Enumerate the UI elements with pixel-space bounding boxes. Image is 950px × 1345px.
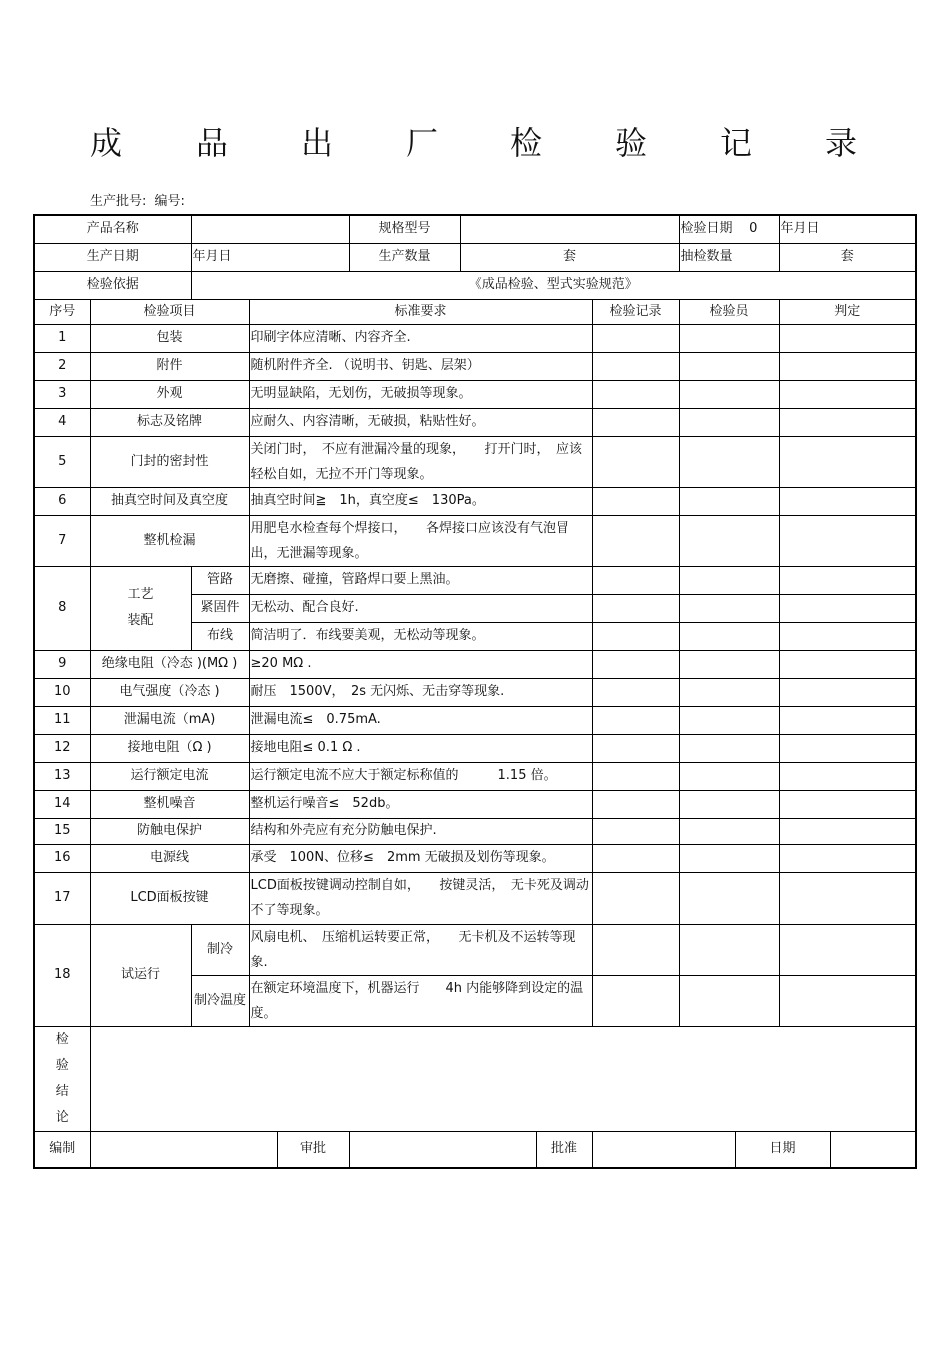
row-no: 17: [34, 872, 90, 924]
verdict-cell[interactable]: [779, 872, 916, 924]
row-sub-item: 紧固件: [191, 594, 249, 622]
table-row: [34, 734, 916, 762]
header-row-2: [34, 243, 916, 271]
conclusion-field[interactable]: [90, 1026, 916, 1131]
product-name-label: 产品名称: [34, 215, 191, 243]
approve-field[interactable]: [592, 1131, 735, 1168]
verdict-cell[interactable]: [779, 324, 916, 352]
inspector-cell[interactable]: [679, 487, 779, 515]
inspect-date-suffix[interactable]: 年月日: [779, 215, 916, 243]
row-no: 11: [34, 706, 90, 734]
verdict-cell[interactable]: [779, 734, 916, 762]
prod-date-label: 生产日期: [34, 243, 191, 271]
inspector-cell[interactable]: [679, 324, 779, 352]
col-no: 序号: [34, 299, 90, 324]
record-cell[interactable]: [592, 872, 679, 924]
row-no: 14: [34, 790, 90, 818]
row-standard: 关闭门时， 不应有泄漏冷量的现象， 打开门时， 应该轻松自如，无拉不开门等现象。: [249, 436, 592, 487]
verdict-cell[interactable]: [779, 380, 916, 408]
number-label: 编号:: [154, 194, 185, 209]
inspector-cell[interactable]: [679, 975, 779, 1026]
table-row: [34, 324, 916, 352]
row-item: 运行额定电流: [90, 762, 249, 790]
table-row: [34, 818, 916, 844]
table-row: [34, 844, 916, 872]
row-standard: 运行额定电流不应大于额定标称值的 1.15 倍。: [249, 762, 592, 790]
record-cell[interactable]: [592, 380, 679, 408]
row-no: 8: [34, 566, 90, 650]
basis-value: 《成品检验、型式实验规范》: [191, 271, 916, 299]
verdict-cell[interactable]: [779, 408, 916, 436]
row-standard: 无松动、配合良好.: [249, 594, 592, 622]
inspector-cell[interactable]: [679, 924, 779, 975]
sample-qty-unit[interactable]: 套: [779, 243, 916, 271]
verdict-cell[interactable]: [779, 487, 916, 515]
inspection-table: [33, 214, 917, 1169]
prod-qty-unit[interactable]: 套: [460, 243, 679, 271]
row-item: 抽真空时间及真空度: [90, 487, 249, 515]
row-standard: 耐压 1500V， 2s 无闪烁、无击穿等现象.: [249, 678, 592, 706]
row-no: 13: [34, 762, 90, 790]
record-cell[interactable]: [592, 818, 679, 844]
inspector-cell[interactable]: [679, 650, 779, 678]
spec-value[interactable]: [460, 215, 679, 243]
row-no: 2: [34, 352, 90, 380]
inspector-cell[interactable]: [679, 352, 779, 380]
row-item: 整机检漏: [90, 515, 249, 566]
record-cell[interactable]: [592, 706, 679, 734]
title-char: 录: [825, 124, 858, 162]
col-standard: 标准要求: [249, 299, 592, 324]
row-group-label: 工艺 装配: [90, 566, 191, 650]
row-item: 包装: [90, 324, 249, 352]
row-standard: 应耐久、内容清晰，无破损，粘贴性好。: [249, 408, 592, 436]
table-row: [34, 436, 916, 487]
row-sub-item: 制冷: [191, 924, 249, 975]
inspector-cell[interactable]: [679, 790, 779, 818]
record-cell[interactable]: [592, 352, 679, 380]
row-standard: 接地电阻≤ 0.1 Ω .: [249, 734, 592, 762]
approve-label: 批准: [536, 1131, 592, 1168]
row-item: 标志及铭牌: [90, 408, 249, 436]
conclusion-row: [34, 1026, 916, 1131]
sample-qty-label: 抽检数量: [679, 243, 779, 271]
row-item: 附件: [90, 352, 249, 380]
row-item: 防触电保护: [90, 818, 249, 844]
record-cell[interactable]: [592, 844, 679, 872]
row-standard: LCD面板按键调动控制自如， 按键灵活， 无卡死及调动不了等现象。: [249, 872, 592, 924]
inspector-cell[interactable]: [679, 818, 779, 844]
record-cell[interactable]: [592, 487, 679, 515]
row-no: 9: [34, 650, 90, 678]
record-cell[interactable]: [592, 924, 679, 975]
table-row: [34, 762, 916, 790]
prod-qty-label: 生产数量: [349, 243, 460, 271]
record-cell[interactable]: [592, 762, 679, 790]
inspector-cell[interactable]: [679, 380, 779, 408]
row-standard: 在额定环境温度下，机器运行 4h 内能够降到设定的温度。: [249, 975, 592, 1026]
table-row: [34, 790, 916, 818]
row-no: 15: [34, 818, 90, 844]
inspector-cell[interactable]: [679, 436, 779, 487]
row-standard: 用肥皂水检查每个焊接口， 各焊接口应该没有气泡冒出，无泄漏等现象。: [249, 515, 592, 566]
row-no: 18: [34, 924, 90, 1026]
row-standard: 整机运行噪音≤ 52db。: [249, 790, 592, 818]
basis-label: 检验依据: [34, 271, 191, 299]
row-item: 试运行: [90, 924, 191, 1026]
col-record: 检验记录: [592, 299, 679, 324]
title-char: 验: [615, 124, 648, 162]
inspector-cell[interactable]: [679, 844, 779, 872]
row-standard: 无磨擦、碰撞，管路焊口要上黑油。: [249, 566, 592, 594]
row-item: 泄漏电流（mA): [90, 706, 249, 734]
table-row: [34, 408, 916, 436]
batch-label: 生产批号:: [90, 194, 147, 209]
title-char: 成: [90, 124, 123, 162]
row-no: 1: [34, 324, 90, 352]
verdict-cell[interactable]: [779, 818, 916, 844]
verdict-cell[interactable]: [779, 650, 916, 678]
table-row: [34, 650, 916, 678]
table-row: [34, 678, 916, 706]
row-standard: 无明显缺陷，无划伤，无破损等现象。: [249, 380, 592, 408]
meta-line: [90, 190, 189, 209]
row-item: 外观: [90, 380, 249, 408]
compile-field[interactable]: [90, 1131, 277, 1168]
date-label: 日期: [735, 1131, 830, 1168]
row-item: LCD面板按键: [90, 872, 249, 924]
record-cell[interactable]: [592, 975, 679, 1026]
row-sub-item: 管路: [191, 566, 249, 594]
col-item: 检验项目: [90, 299, 249, 324]
title-char: 厂: [406, 124, 439, 162]
title-char: 出: [301, 124, 334, 162]
title-char: 记: [720, 124, 753, 162]
inspector-cell[interactable]: [679, 408, 779, 436]
row-sub-item: 布线: [191, 622, 249, 650]
row-no: 10: [34, 678, 90, 706]
inspector-cell[interactable]: [679, 515, 779, 566]
header-row-3: [34, 271, 916, 299]
review-field[interactable]: [349, 1131, 536, 1168]
table-row: [34, 487, 916, 515]
row-item: 绝缘电阻（冷态 )(MΩ ): [90, 650, 249, 678]
col-verdict: 判定: [779, 299, 916, 324]
row-sub-item: 制冷温度: [191, 975, 249, 1026]
row-item: 电气强度（冷态 ): [90, 678, 249, 706]
row-standard: 承受 100N、位移≤ 2mm 无破损及划伤等现象。: [249, 844, 592, 872]
row-standard: 抽真空时间≧ 1h，真空度≤ 130Pa。: [249, 487, 592, 515]
row-standard: 简洁明了．布线要美观，无松动等现象。: [249, 622, 592, 650]
table-row: [34, 872, 916, 924]
review-label: 审批: [277, 1131, 349, 1168]
record-cell[interactable]: [592, 734, 679, 762]
table-row: [34, 706, 916, 734]
verdict-cell[interactable]: [779, 436, 916, 487]
verdict-cell[interactable]: [779, 594, 916, 622]
record-cell[interactable]: [592, 408, 679, 436]
row-no: 12: [34, 734, 90, 762]
prod-date-value[interactable]: 年月日: [191, 243, 349, 271]
date-field[interactable]: [830, 1131, 916, 1168]
table-row: [34, 380, 916, 408]
table-row: [34, 566, 916, 594]
row-no: 16: [34, 844, 90, 872]
record-cell[interactable]: [592, 515, 679, 566]
record-cell[interactable]: [592, 650, 679, 678]
row-item: 电源线: [90, 844, 249, 872]
conclusion-label: 检 验 结 论: [34, 1026, 90, 1131]
row-standard: 泄漏电流≤ 0.75mA.: [249, 706, 592, 734]
verdict-cell[interactable]: [779, 762, 916, 790]
inspector-cell[interactable]: [679, 566, 779, 594]
compile-label: 编制: [34, 1131, 90, 1168]
table-row: [34, 515, 916, 566]
row-standard: 随机附件齐全. （说明书、钥匙、层架）: [249, 352, 592, 380]
verdict-cell[interactable]: [779, 678, 916, 706]
verdict-cell[interactable]: [779, 566, 916, 594]
row-item: 整机噪音: [90, 790, 249, 818]
record-cell[interactable]: [592, 622, 679, 650]
header-row-1: [34, 215, 916, 243]
product-name-value[interactable]: [191, 215, 349, 243]
inspector-cell[interactable]: [679, 734, 779, 762]
verdict-cell[interactable]: [779, 515, 916, 566]
verdict-cell[interactable]: [779, 844, 916, 872]
verdict-cell[interactable]: [779, 706, 916, 734]
inspector-cell[interactable]: [679, 872, 779, 924]
row-standard: 印刷字体应清晰、内容齐全.: [249, 324, 592, 352]
row-no: 4: [34, 408, 90, 436]
inspector-cell[interactable]: [679, 594, 779, 622]
table-row: [34, 924, 916, 975]
row-standard: 风扇电机、 压缩机运转要正常， 无卡机及不运转等现象.: [249, 924, 592, 975]
row-no: 5: [34, 436, 90, 487]
verdict-cell[interactable]: [779, 790, 916, 818]
record-cell[interactable]: [592, 324, 679, 352]
row-no: 3: [34, 380, 90, 408]
row-no: 6: [34, 487, 90, 515]
row-standard: ≥20 MΩ .: [249, 650, 592, 678]
inspector-cell[interactable]: [679, 622, 779, 650]
page-title: [40, 118, 910, 168]
col-inspector: 检验员: [679, 299, 779, 324]
footer-row: [34, 1131, 916, 1168]
row-standard: 结构和外壳应有充分防触电保护.: [249, 818, 592, 844]
row-item: 接地电阻（Ω ): [90, 734, 249, 762]
table-row: [34, 352, 916, 380]
record-cell[interactable]: [592, 678, 679, 706]
verdict-cell[interactable]: [779, 975, 916, 1026]
inspect-date-value: 0: [749, 221, 758, 237]
inspector-cell[interactable]: [679, 678, 779, 706]
verdict-cell[interactable]: [779, 622, 916, 650]
inspector-cell[interactable]: [679, 762, 779, 790]
inspect-date-label: 检验日期 0: [679, 215, 779, 243]
row-no: 7: [34, 515, 90, 566]
spec-label: 规格型号: [349, 215, 460, 243]
record-cell[interactable]: [592, 566, 679, 594]
record-cell[interactable]: [592, 436, 679, 487]
verdict-cell[interactable]: [779, 924, 916, 975]
verdict-cell[interactable]: [779, 352, 916, 380]
record-cell[interactable]: [592, 790, 679, 818]
title-char: 检: [510, 124, 543, 162]
column-header-row: [34, 299, 916, 324]
record-cell[interactable]: [592, 594, 679, 622]
title-char: 品: [196, 124, 229, 162]
inspector-cell[interactable]: [679, 706, 779, 734]
row-item: 门封的密封性: [90, 436, 249, 487]
